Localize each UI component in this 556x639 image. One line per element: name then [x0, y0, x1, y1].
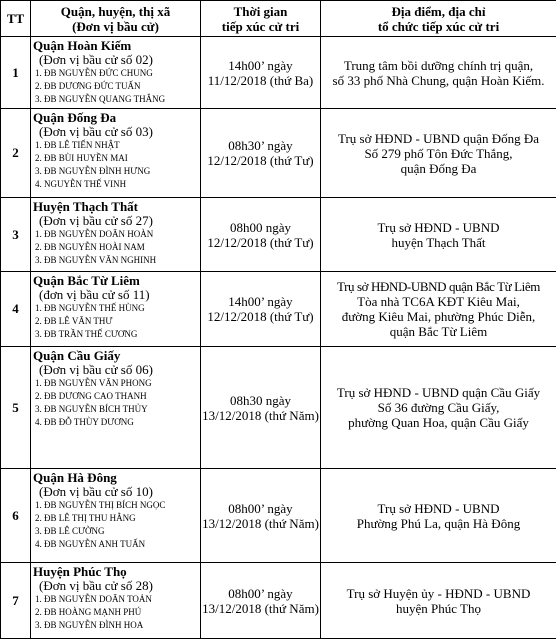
electoral-unit: (Đơn vị bầu cử số 28) [33, 579, 200, 593]
delegate-name: 1. ĐB NGUYỄN DOÃN TOẢN [33, 593, 200, 606]
meeting-hour: 08h00’ ngày [201, 501, 320, 516]
meeting-hour: 08h00’ ngày [201, 586, 320, 601]
meeting-date: 12/12/2018 (thứ Tư) [201, 153, 320, 168]
place-line: Trụ sở HĐND - UBND [323, 501, 554, 516]
meeting-place [321, 347, 556, 469]
delegate-name: 4. ĐB NGUYỄN ANH TUẤN [33, 538, 200, 551]
row-number: 5 [1, 347, 31, 469]
delegate-name: 4. NGUYỄN THẾ VINH [33, 178, 200, 191]
meeting-date: 13/12/2018 (thứ Năm) [201, 601, 320, 616]
delegate-name: 3. ĐB LÊ CƯỜNG [33, 525, 200, 538]
table-row [1, 563, 556, 639]
delegate-name: 2. ĐB LÊ THỊ THU HẰNG [33, 512, 200, 525]
electoral-unit: (Đơn vị bầu cử số 06) [33, 363, 200, 377]
place-line: Trung tâm bồi dưỡng chính trị quận, [323, 58, 554, 73]
meeting-date: 13/12/2018 (thứ Năm) [201, 516, 320, 531]
table-header-row [1, 1, 556, 37]
district-cell [31, 272, 201, 347]
delegate-name: 1. ĐB LÊ TIẾN NHẬT [33, 139, 200, 152]
meeting-date: 12/12/2018 (thứ Tư) [201, 235, 320, 250]
meeting-place [321, 469, 556, 563]
meeting-time [201, 37, 321, 109]
delegate-name: 2. ĐB DƯƠNG ĐỨC TUẤN [33, 80, 200, 93]
meeting-place [321, 198, 556, 272]
meeting-time [201, 347, 321, 469]
meeting-place [321, 109, 556, 198]
place-line: Số 36 đường Cầu Giấy, [323, 400, 554, 415]
place-line: Trụ sở HĐND - UBND [323, 220, 554, 235]
meeting-hour: 08h30’ ngày [201, 138, 320, 153]
district-name: Quận Bắc Từ Liêm [33, 274, 200, 288]
header-district: Quận, huyện, thị xã (Đơn vị bầu cử) [31, 1, 201, 37]
delegate-name: 2. ĐB LÊ VĂN THƯ [33, 315, 200, 328]
place-line: huyện Thạch Thất [323, 235, 554, 250]
district-cell [31, 347, 201, 469]
place-line: số 33 phố Nhà Chung, quận Hoàn Kiếm. [323, 73, 554, 88]
district-name: Quận Cầu Giấy [33, 349, 200, 363]
table-row [1, 37, 556, 109]
header-place: Địa điểm, địa chỉ tổ chức tiếp xúc cử tri [321, 1, 556, 37]
meeting-date: 13/12/2018 (thứ Năm) [201, 408, 320, 423]
electoral-unit: (Đơn vị bầu cử số 03) [33, 125, 200, 139]
delegate-name: 1. ĐB NGUYỄN DOÃN HOÀN [33, 228, 200, 241]
delegate-name: 1. ĐB NGUYỄN THẾ HÙNG [33, 302, 200, 315]
meeting-time [201, 563, 321, 639]
delegate-name: 4. ĐB ĐỖ THÙY DƯƠNG [33, 416, 200, 429]
meeting-time [201, 469, 321, 563]
electoral-unit: (Đơn vị bầu cử số 02) [33, 53, 200, 67]
meeting-time [201, 109, 321, 198]
district-cell [31, 37, 201, 109]
place-line: quận Bắc Từ Liêm [323, 324, 554, 339]
place-line: Phường Phú La, quận Hà Đông [323, 516, 554, 531]
delegate-name: 2. ĐB HOÀNG MẠNH PHÚ [33, 606, 200, 619]
delegate-name: 3. ĐB NGUYỄN VĂN NGHINH [33, 254, 200, 267]
district-name: Quận Đống Đa [33, 111, 200, 125]
place-line: huyện Phúc Thọ [323, 601, 554, 616]
table-row [1, 109, 556, 198]
district-cell [31, 109, 201, 198]
meeting-hour: 08h30 ngày [201, 393, 320, 408]
table-row [1, 347, 556, 469]
row-number: 4 [1, 272, 31, 347]
row-number: 6 [1, 469, 31, 563]
row-number: 7 [1, 563, 31, 639]
header-time: Thời gian tiếp xúc cử tri [201, 1, 321, 37]
meeting-place [321, 563, 556, 639]
meeting-place [321, 37, 556, 109]
electoral-unit: (đơn vị bầu cử số 11) [33, 288, 200, 302]
delegate-name: 1. ĐB NGUYỄN VĂN PHONG [33, 377, 200, 390]
delegate-name: 3. ĐB NGUYỄN QUANG THẮNG [33, 93, 200, 106]
row-number: 1 [1, 37, 31, 109]
place-line: Trụ sở HĐND-UBND quận Bắc Từ Liêm [323, 279, 554, 294]
district-cell [31, 563, 201, 639]
delegate-name: 2. ĐB DƯƠNG CAO THANH [33, 390, 200, 403]
meeting-hour: 08h00 ngày [201, 220, 320, 235]
table-row [1, 469, 556, 563]
district-name: Quận Hoàn Kiếm [33, 39, 200, 53]
meeting-date: 12/12/2018 (thứ Tư) [201, 309, 320, 324]
place-line: quận Đống Đa [323, 161, 554, 176]
place-line: phường Quan Hoa, quận Cầu Giấy [323, 415, 554, 430]
meeting-hour: 14h00’ ngày [201, 58, 320, 73]
meeting-place [321, 272, 556, 347]
table-row [1, 272, 556, 347]
row-number: 3 [1, 198, 31, 272]
meeting-time [201, 198, 321, 272]
delegate-name: 3. ĐB NGUYỄN BÍCH THỦY [33, 403, 200, 416]
delegate-name: 1. ĐB NGUYỄN ĐỨC CHUNG [33, 67, 200, 80]
delegate-name: 3. ĐB TRẦN THẾ CƯƠNG [33, 328, 200, 341]
row-number: 2 [1, 109, 31, 198]
place-line: Trụ sở HĐND - UBND quận Đống Đa [323, 131, 554, 146]
place-line: Tòa nhà TC6A KĐT Kiêu Mai, [323, 294, 554, 309]
delegate-name: 3. ĐB NGUYỄN ĐÌNH HƯNG [33, 165, 200, 178]
district-name: Huyện Thạch Thất [33, 200, 200, 214]
header-tt: TT [1, 1, 31, 37]
place-line: Trụ sở Huyện ủy - HĐND - UBND [323, 586, 554, 601]
district-cell [31, 469, 201, 563]
place-line: đường Kiêu Mai, phường Phúc Diễn, [323, 309, 554, 324]
delegate-name: 2. ĐB NGUYỄN HOÀI NAM [33, 241, 200, 254]
place-line: Số 279 phố Tôn Đức Thắng, [323, 146, 554, 161]
electoral-unit: (Đơn vị bầu cử số 10) [33, 485, 200, 499]
district-name: Quận Hà Đông [33, 471, 200, 485]
delegate-name: 3. ĐB NGUYỄN ĐÌNH HOA [33, 619, 200, 632]
delegate-name: 1. ĐB NGUYỄN THỊ BÍCH NGỌC [33, 499, 200, 512]
delegate-name: 2. ĐB BÙI HUYỀN MAI [33, 152, 200, 165]
meeting-time [201, 272, 321, 347]
district-name: Huyện Phúc Thọ [33, 565, 200, 579]
table-row [1, 198, 556, 272]
meeting-hour: 14h00’ ngày [201, 294, 320, 309]
meeting-date: 11/12/2018 (thứ Ba) [201, 73, 320, 88]
place-line: Trụ sở HĐND - UBND quận Cầu Giấy [323, 385, 554, 400]
district-cell [31, 198, 201, 272]
electoral-unit: (Đơn vị bầu cử số 27) [33, 214, 200, 228]
